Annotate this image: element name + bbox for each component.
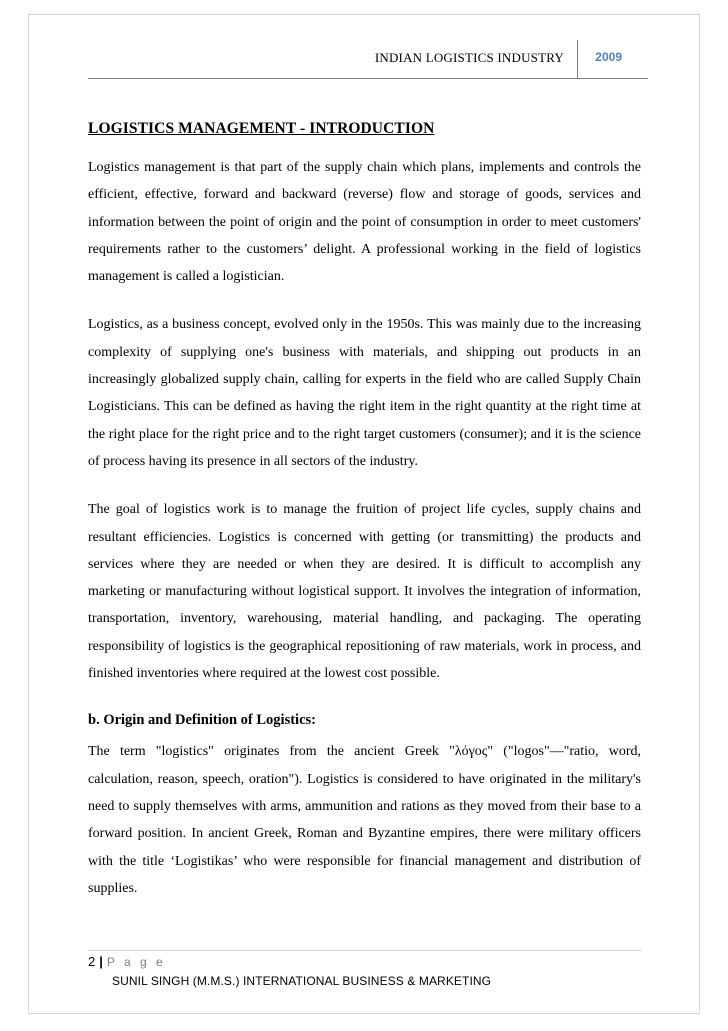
paragraph-2: Logistics, as a business concept, evolved only in the 1950s. This was mainly due to the increasing complexity of supplying one's business with materials, and shipping out products in an increasingly globalized supply chain, calling for experts in the field who are called Supply Chain Logisticians. This can be defined as having the right item in the right quantity at the right time at the right place for the right price and to the right target customers (consumer); and it is the science of process having its presence in all sectors of the industry. <box>88 317 641 469</box>
header-divider <box>577 40 578 78</box>
page-number-footer <box>88 954 166 969</box>
page-number: 2 <box>88 954 96 969</box>
section-subheading: b. Origin and Definition of Logistics: <box>88 712 316 729</box>
page-label: P a g e <box>106 955 166 969</box>
page-header <box>88 40 648 79</box>
page-separator: | <box>99 954 103 969</box>
header-title: INDIAN LOGISTICS INDUSTRY <box>374 50 564 65</box>
footer-author: SUNIL SINGH (M.M.S.) INTERNATIONAL BUSINESS & MARKETING <box>112 974 492 988</box>
document-body <box>88 120 641 923</box>
paragraph-3: The goal of logistics work is to manage the fruition of project life cycles, supply chains and resultant efficiencies. Logistics is concerned with getting (or transmitting) the products and services where they are needed or when they are desired. It is difficult to accomplish any marketing or manufacturing without logistical support. It involves the integration of information, transportation, inventory, warehousing, material handling, and packaging. The operating responsibility of logistics is the geographical repositioning of raw materials, work in process, and finished inventories where required at the lowest cost possible. <box>88 502 641 682</box>
document-title: LOGISTICS MANAGEMENT - INTRODUCTION <box>88 120 435 137</box>
header-year: 2009 <box>595 50 622 64</box>
footer-divider <box>88 950 641 951</box>
paragraph-1: Logistics management is that part of the supply chain which plans, implements and controls the efficient, effective, forward and backward (reverse) flow and storage of goods, services and information between the point of origin and the point of consumption in order to meet customers' requirements rather to the customers’ delight. A professional working in the field of logistics management is called a logistician. <box>88 160 641 285</box>
origin-paragraph: The term "logistics" originates from the ancient Greek "λόγος" ("logos"—"ratio, word, calculation, reason, speech, oration"). Logistics is considered to have originated in the military's need to supply themselves with arms, ammunition and rations as they moved from their base to a forward position. In ancient Greek, Roman and Byzantine empires, there were military officers with the title ‘Logistikas’ who were responsible for financial management and distribution of supplies. <box>88 744 641 896</box>
